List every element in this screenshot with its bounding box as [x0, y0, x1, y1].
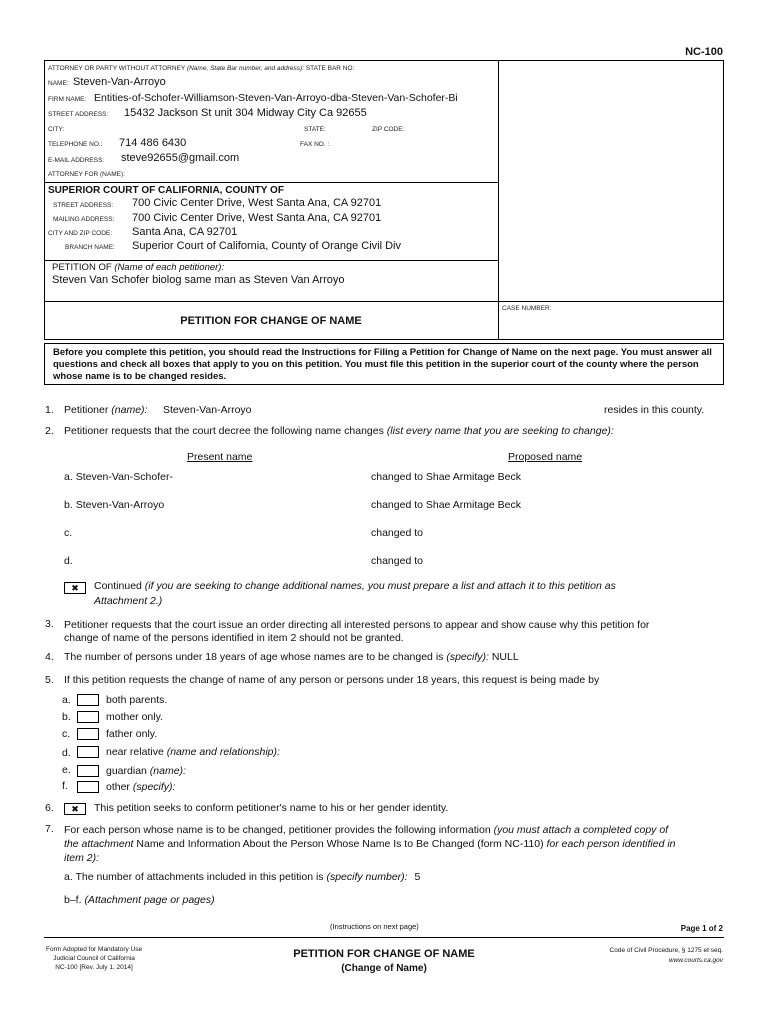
- item-7-line-1: For each person whose name is to be changed, petitioner provides the following information (you must attach a completed copy of: [64, 824, 669, 836]
- item-2-text: Petitioner requests that the court decree the following name changes (list every name that you are seeking to change):: [64, 425, 614, 437]
- option-f-letter: f.: [62, 780, 68, 792]
- option-c-checkbox[interactable]: [77, 728, 99, 740]
- email-label: E-MAIL ADDRESS:: [48, 157, 105, 164]
- option-b-checkbox[interactable]: [77, 711, 99, 723]
- email-value: steve92655@gmail.com: [121, 152, 240, 164]
- firm-value: Entities-of-Schofer-Williamson-Steven-Van-Arroyo-dba-Steven-Van-Schofer-Bi: [94, 92, 458, 104]
- proposed-name-header: Proposed name: [508, 451, 583, 463]
- option-f-text: other (specify):: [106, 781, 176, 793]
- item-7-line-2: the attachment Name and Information About the Person Whose Name Is to Be Changed (form NC-110) for each person identified in: [64, 838, 676, 850]
- option-f-checkbox[interactable]: [77, 781, 99, 793]
- petition-of-value: Steven Van Schofer biolog same man as Steven Van Arroyo: [52, 274, 345, 286]
- option-b-text: mother only.: [106, 711, 163, 723]
- option-a-text: both parents.: [106, 694, 168, 706]
- item-1-text: Petitioner (name):: [64, 404, 148, 416]
- change-row-d-proposed: changed to: [371, 555, 423, 567]
- instructions-next: (Instructions on next page): [330, 922, 419, 931]
- continued-text: Continued (if you are seeking to change additional names, you must prepare a list and attach it to this petition as: [94, 580, 616, 592]
- footer-left: Form Adopted for Mandatory Use Judicial Council of California NC-100 [Rev. July 1, 2014]: [46, 946, 143, 971]
- name-label: NAME:: [48, 80, 69, 87]
- option-d-letter: d.: [62, 747, 71, 759]
- item-3-number: 3.: [45, 618, 54, 630]
- option-d-text: near relative (name and relationship):: [106, 746, 280, 758]
- option-a-checkbox[interactable]: [77, 694, 99, 706]
- item-5-number: 5.: [45, 674, 54, 686]
- option-a-letter: a.: [62, 694, 71, 706]
- item-7a: a. The number of attachments included in this petition is (specify number): 5: [64, 871, 421, 883]
- street-label: STREET ADDRESS:: [48, 111, 109, 118]
- court-street-value: 700 Civic Center Drive, West Santa Ana, CA 92701: [132, 197, 382, 209]
- case-number-label: CASE NUMBER:: [502, 305, 552, 312]
- court-city-label: CITY AND ZIP CODE:: [48, 230, 113, 237]
- court-city-value: Santa Ana, CA 92701: [132, 226, 238, 238]
- change-row-c: c.: [64, 527, 73, 539]
- item-1-number: 1.: [45, 404, 54, 416]
- attorney-for-label: ATTORNEY FOR (NAME):: [48, 171, 125, 178]
- option-e-checkbox[interactable]: [77, 765, 99, 777]
- page-number: Page 1 of 2: [680, 924, 723, 933]
- item-2-number: 2.: [45, 425, 54, 437]
- telephone-value: 714 486 6430: [119, 137, 187, 149]
- continued-note-2: Attachment 2.): [94, 595, 163, 607]
- court-branch-label: BRANCH NAME:: [65, 244, 115, 251]
- item-1-tail: resides in this county.: [604, 404, 705, 416]
- change-row-d: d.: [64, 555, 73, 567]
- zip-label: ZIP CODE:: [372, 126, 405, 133]
- item-4-text: The number of persons under 18 years of age whose names are to be changed is (specify): NULL: [64, 651, 519, 663]
- option-b-letter: b.: [62, 711, 71, 723]
- item-7bf: b–f. (Attachment page or pages): [64, 894, 215, 906]
- change-row-c-proposed: changed to: [371, 527, 423, 539]
- street-value: 15432 Jackson St unit 304 Midway City Ca 92655: [124, 107, 367, 119]
- item-5-text: If this petition requests the change of name of any person or persons under 18 years, this request is being made by: [64, 674, 600, 686]
- court-street-label: STREET ADDRESS:: [53, 202, 114, 209]
- firm-label: FIRM NAME:: [48, 96, 87, 103]
- item-1-value: Steven-Van-Arroyo: [163, 404, 252, 416]
- name-value: Steven-Van-Arroyo: [73, 76, 166, 88]
- page-title: PETITION FOR CHANGE OF NAME: [180, 315, 362, 327]
- footer-right: Code of Civil Procedure, § 1275 et seq. www.courts.ca.gov: [609, 947, 723, 964]
- court-mailing-label: MAILING ADDRESS:: [53, 216, 115, 223]
- court-title: SUPERIOR COURT OF CALIFORNIA, COUNTY OF: [48, 185, 284, 196]
- telephone-label: TELEPHONE NO.:: [48, 141, 103, 148]
- option-e-letter: e.: [62, 764, 71, 776]
- change-row-b: b. Steven-Van-Arroyo: [64, 499, 165, 511]
- item-7-line-3: item 2):: [64, 852, 100, 864]
- change-row-a: a. Steven-Van-Schofer-: [64, 471, 173, 483]
- option-e-text: guardian (name):: [106, 765, 186, 777]
- option-c-text: father only.: [106, 728, 158, 740]
- item-6-number: 6.: [45, 802, 54, 814]
- city-label: CITY:: [48, 126, 65, 133]
- fax-label: FAX NO. :: [300, 141, 330, 148]
- petition-of-label: PETITION OF (Name of each petitioner):: [52, 262, 225, 273]
- present-name-header: Present name: [187, 451, 253, 463]
- instructions-box: Before you complete this petition, you should read the Instructions for Filing a Petition for Change of Name on the next page. You must answer all questions and check all boxes that apply to you on this petition. You must file this petition in the superior court of the county where the person whose name is to be changed resides.: [44, 343, 724, 385]
- form-code: NC-100: [685, 46, 723, 58]
- continued-checkbox[interactable]: ✖: [64, 582, 86, 594]
- footer-subtitle: (Change of Name): [341, 963, 427, 974]
- attorney-label: ATTORNEY OR PARTY WITHOUT ATTORNEY (Name, State Bar number, and address): STATE BAR NO:: [48, 65, 355, 72]
- court-mailing-value: 700 Civic Center Drive, West Santa Ana, CA 92701: [132, 212, 382, 224]
- item-3-line-1: Petitioner requests that the court issue an order directing all interested persons to appear and show cause why this petition for: [64, 619, 650, 631]
- court-branch-value: Superior Court of California, County of Orange Civil Div: [132, 240, 402, 252]
- change-row-b-proposed: changed to Shae Armitage Beck: [371, 499, 522, 511]
- item-3-line-2: change of name of the persons identified in item 2 should not be granted.: [64, 632, 404, 644]
- item-7-number: 7.: [45, 823, 54, 835]
- footer-title: PETITION FOR CHANGE OF NAME: [293, 948, 475, 960]
- item-6-text: This petition seeks to conform petitioner's name to his or her gender identity.: [94, 802, 449, 814]
- change-row-a-proposed: changed to Shae Armitage Beck: [371, 471, 522, 483]
- item-4-number: 4.: [45, 651, 54, 663]
- gender-identity-checkbox[interactable]: ✖: [64, 803, 86, 815]
- state-label: STATE:: [304, 126, 326, 133]
- option-c-letter: c.: [62, 728, 71, 740]
- option-d-checkbox[interactable]: [77, 746, 99, 758]
